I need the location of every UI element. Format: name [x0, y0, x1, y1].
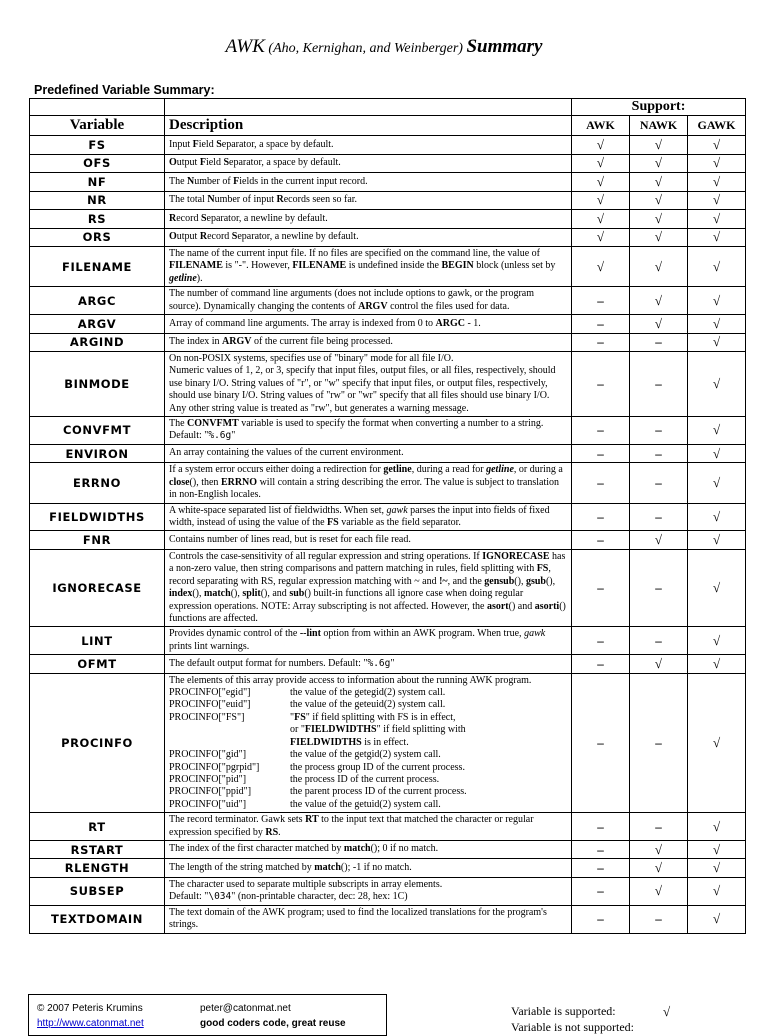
- variable-description: Contains number of lines read, but is reset for each file read.: [165, 531, 572, 550]
- gawk-support-mark: √: [688, 154, 746, 173]
- gawk-support-mark: √: [688, 463, 746, 503]
- table-row: [30, 503, 746, 531]
- gawk-support-mark: √: [688, 905, 746, 933]
- gawk-support-mark: √: [688, 655, 746, 674]
- table-row: [30, 210, 746, 229]
- awk-support-mark: √: [572, 228, 630, 247]
- table-row: [30, 813, 746, 841]
- gawk-support-mark: √: [688, 287, 746, 315]
- variable-description: The record terminator. Gawk sets RT to the input text that matched the character or regular expression specified by RS.: [165, 813, 572, 841]
- table-row: [30, 531, 746, 550]
- table-row: [30, 905, 746, 933]
- awk-support-mark: –: [572, 417, 630, 445]
- table-row: [30, 173, 746, 192]
- table-row: [30, 247, 746, 287]
- website-link[interactable]: http://www.catonmat.net: [37, 1018, 144, 1029]
- variable-description: The text domain of the AWK program; used to find the localized translations for the program's strings.: [165, 905, 572, 933]
- support-header: Support:: [572, 99, 746, 116]
- variable-description: A white-space separated list of fieldwidths. When set, gawk parses the input into fields of fixed width, instead of using the value of the FS variable as the field separator.: [165, 503, 572, 531]
- variable-description: Array of command line arguments. The array is indexed from 0 to ARGC - 1.: [165, 315, 572, 334]
- title-awk: AWK: [225, 36, 265, 57]
- variable-description: The Number of Fields in the current input record.: [165, 173, 572, 192]
- awk-support-mark: –: [572, 905, 630, 933]
- nawk-support-mark: –: [630, 417, 688, 445]
- table-row: [30, 352, 746, 417]
- table-body: [30, 136, 746, 934]
- variable-name: TEXTDOMAIN: [30, 905, 165, 933]
- slogan: good coders code, great reuse: [200, 1018, 346, 1029]
- nawk-column-header: NAWK: [630, 116, 688, 136]
- variable-name: ARGIND: [30, 333, 165, 352]
- variable-description: On non-POSIX systems, specifies use of "binary" mode for all file I/O. Numeric values of 1, 2, or 3, specify that input files, output files, or all files, respectively, should use binary I/O. String values of "r", or "w" specify that input files, or output files, respectively, should use binary I/O. String values of "rw" or "wr" specify that all files should use binary I/O. Any other string value is treated as "rw", but generates a warning message.: [165, 352, 572, 417]
- nawk-support-mark: –: [630, 549, 688, 626]
- variable-description: The number of command line arguments (does not include options to gawk, or the program source). Dynamically changing the contents of ARGV control the files used for data.: [165, 287, 572, 315]
- awk-support-mark: √: [572, 247, 630, 287]
- variable-description: The index in ARGV of the current file being processed.: [165, 333, 572, 352]
- variable-description: Provides dynamic control of the --lint option from within an AWK program. When true, gawk prints lint warnings.: [165, 627, 572, 655]
- awk-support-mark: –: [572, 463, 630, 503]
- gawk-support-mark: √: [688, 352, 746, 417]
- author-box: [28, 994, 387, 1036]
- variable-name: RS: [30, 210, 165, 229]
- awk-support-mark: √: [572, 136, 630, 155]
- section-heading: Predefined Variable Summary:: [34, 83, 215, 97]
- awk-support-mark: –: [572, 840, 630, 859]
- nawk-support-mark: –: [630, 503, 688, 531]
- nawk-support-mark: –: [630, 673, 688, 812]
- table-row: [30, 463, 746, 503]
- nawk-support-mark: √: [630, 859, 688, 878]
- variable-description: Input Field Separator, a space by default.: [165, 136, 572, 155]
- gawk-support-mark: √: [688, 877, 746, 905]
- document-title: [0, 36, 768, 58]
- table-row: [30, 315, 746, 334]
- awk-support-mark: –: [572, 444, 630, 463]
- column-header-row: [30, 116, 746, 136]
- table-row: [30, 627, 746, 655]
- table-row: [30, 333, 746, 352]
- nawk-support-mark: √: [630, 247, 688, 287]
- gawk-support-mark: √: [688, 531, 746, 550]
- nawk-support-mark: –: [630, 444, 688, 463]
- variable-description: The CONVFMT variable is used to specify the format when converting a number to a string. Default: "%.6g": [165, 417, 572, 445]
- nawk-support-mark: –: [630, 463, 688, 503]
- support-header-row: [30, 99, 746, 116]
- gawk-support-mark: √: [688, 191, 746, 210]
- awk-support-mark: –: [572, 655, 630, 674]
- gawk-support-mark: √: [688, 228, 746, 247]
- nawk-support-mark: √: [630, 210, 688, 229]
- nawk-support-mark: √: [630, 228, 688, 247]
- nawk-support-mark: √: [630, 154, 688, 173]
- variable-description: The default output format for numbers. Default: "%.6g": [165, 655, 572, 674]
- awk-support-mark: –: [572, 673, 630, 812]
- description-column-header: Description: [165, 116, 572, 136]
- awk-support-mark: √: [572, 154, 630, 173]
- gawk-support-mark: √: [688, 859, 746, 878]
- variable-description: The total Number of input Records seen so far.: [165, 191, 572, 210]
- legend-not-supported: Variable is not supported:: [511, 1020, 634, 1034]
- variable-description: The name of the current input file. If no files are specified on the command line, the value of FILENAME is "-". However, FILENAME is undefined inside the BEGIN block (unless set by getline).: [165, 247, 572, 287]
- variable-name: BINMODE: [30, 352, 165, 417]
- gawk-support-mark: √: [688, 673, 746, 812]
- awk-support-mark: √: [572, 191, 630, 210]
- awk-column-header: AWK: [572, 116, 630, 136]
- nawk-support-mark: –: [630, 352, 688, 417]
- nawk-support-mark: √: [630, 877, 688, 905]
- variable-description: Record Separator, a newline by default.: [165, 210, 572, 229]
- table-row: [30, 840, 746, 859]
- variable-column-header: Variable: [30, 116, 165, 136]
- title-expansion: (Aho, Kernighan, and Weinberger): [264, 41, 467, 56]
- variable-description: Controls the case-sensitivity of all regular expression and string operations. If IGNORECASE has a non-zero value, then string comparisons and pattern matching in rules, field splitting with FS, record separating with RS, regular expression matching with ~ and !~, and the gensub(), gsub(), index(), match(), split(), and sub() built-in functions all ignore case when doing regular expression operations. NOTE: Array subscripting is not affected. However, the asort() and asorti() functions are affected.: [165, 549, 572, 626]
- table-row: [30, 191, 746, 210]
- awk-support-mark: –: [572, 627, 630, 655]
- gawk-support-mark: √: [688, 417, 746, 445]
- awk-support-mark: –: [572, 531, 630, 550]
- gawk-support-mark: √: [688, 315, 746, 334]
- gawk-support-mark: √: [688, 627, 746, 655]
- variable-description: The length of the string matched by match(); -1 if no match.: [165, 859, 572, 878]
- gawk-support-mark: √: [688, 503, 746, 531]
- legend-supported: [511, 1004, 671, 1019]
- variable-name: SUBSEP: [30, 877, 165, 905]
- nawk-support-mark: –: [630, 905, 688, 933]
- nawk-support-mark: –: [630, 813, 688, 841]
- awk-support-mark: –: [572, 877, 630, 905]
- variable-description: An array containing the values of the current environment.: [165, 444, 572, 463]
- nawk-support-mark: √: [630, 840, 688, 859]
- variable-description: The elements of this array provide access to information about the running AWK program. PROCINFO["egid"] the value of the getegid(2) system call. PROCINFO["euid"] the value of the geteuid(2) system call. PROCINFO["FS"] "FS" if field splitting with FS is in effect, or "FIELDWIDTHS" if field splitting with FIELDWIDTHS is in effect. PROCINFO["gid"] the value of the getgid(2) system call. PROCINFO["pgrpid"] the process group ID of the current process. PROCINFO["pid"] the process ID of the current process. PROCINFO["ppid"] the parent process ID of the current process. PROCINFO["uid"] the value of the getuid(2) system call.: [165, 673, 572, 812]
- variable-name: RT: [30, 813, 165, 841]
- variable-name: IGNORECASE: [30, 549, 165, 626]
- table-row: [30, 417, 746, 445]
- table-row: [30, 444, 746, 463]
- gawk-support-mark: √: [688, 444, 746, 463]
- variable-description: The index of the first character matched by match(); 0 if no match.: [165, 840, 572, 859]
- nawk-support-mark: √: [630, 531, 688, 550]
- gawk-support-mark: √: [688, 173, 746, 192]
- nawk-support-mark: √: [630, 287, 688, 315]
- table-row: [30, 287, 746, 315]
- awk-support-mark: √: [572, 210, 630, 229]
- variable-name: FILENAME: [30, 247, 165, 287]
- legend-supported-text: Variable is supported:: [511, 1004, 616, 1018]
- table-row: [30, 655, 746, 674]
- gawk-support-mark: √: [688, 333, 746, 352]
- awk-support-mark: –: [572, 333, 630, 352]
- awk-support-mark: –: [572, 315, 630, 334]
- nawk-support-mark: √: [630, 136, 688, 155]
- nawk-support-mark: √: [630, 191, 688, 210]
- table-row: [30, 877, 746, 905]
- variable-description: The character used to separate multiple subscripts in array elements. Default: "\034" (non-printable character, dec: 28, hex: 1C): [165, 877, 572, 905]
- variable-name: ORS: [30, 228, 165, 247]
- table-row: [30, 673, 746, 812]
- variable-name: CONVFMT: [30, 417, 165, 445]
- table-row: [30, 228, 746, 247]
- variable-name: ARGC: [30, 287, 165, 315]
- awk-support-mark: –: [572, 813, 630, 841]
- variable-name: LINT: [30, 627, 165, 655]
- table-row: [30, 154, 746, 173]
- variable-name: RLENGTH: [30, 859, 165, 878]
- gawk-support-mark: √: [688, 210, 746, 229]
- variable-name: FS: [30, 136, 165, 155]
- gawk-column-header: GAWK: [688, 116, 746, 136]
- awk-support-mark: –: [572, 859, 630, 878]
- title-summary: Summary: [466, 36, 543, 57]
- awk-support-mark: –: [572, 503, 630, 531]
- copyright: © 2007 Peteris Krumins: [37, 1003, 143, 1014]
- nawk-support-mark: –: [630, 627, 688, 655]
- variable-name: FIELDWIDTHS: [30, 503, 165, 531]
- variable-name: NR: [30, 191, 165, 210]
- header-blank: [165, 99, 572, 116]
- table-row: [30, 136, 746, 155]
- awk-support-mark: –: [572, 549, 630, 626]
- variable-name: FNR: [30, 531, 165, 550]
- variable-name: OFS: [30, 154, 165, 173]
- variable-name: PROCINFO: [30, 673, 165, 812]
- header-blank: [30, 99, 165, 116]
- table-row: [30, 549, 746, 626]
- nawk-support-mark: √: [630, 655, 688, 674]
- nawk-support-mark: √: [630, 315, 688, 334]
- awk-support-mark: √: [572, 173, 630, 192]
- check-icon: √: [663, 1004, 671, 1019]
- nawk-support-mark: –: [630, 333, 688, 352]
- gawk-support-mark: √: [688, 840, 746, 859]
- table-row: [30, 859, 746, 878]
- gawk-support-mark: √: [688, 247, 746, 287]
- gawk-support-mark: √: [688, 813, 746, 841]
- variable-name: ENVIRON: [30, 444, 165, 463]
- variable-name: OFMT: [30, 655, 165, 674]
- gawk-support-mark: √: [688, 549, 746, 626]
- nawk-support-mark: √: [630, 173, 688, 192]
- gawk-support-mark: √: [688, 136, 746, 155]
- variable-name: ERRNO: [30, 463, 165, 503]
- variable-name: NF: [30, 173, 165, 192]
- variable-description: If a system error occurs either doing a redirection for getline, during a read for getline, or during a close(), then ERRNO will contain a string describing the error. The value is subject to translation in non-English locales.: [165, 463, 572, 503]
- variable-name: ARGV: [30, 315, 165, 334]
- awk-support-mark: –: [572, 287, 630, 315]
- awk-support-mark: –: [572, 352, 630, 417]
- variable-name: RSTART: [30, 840, 165, 859]
- variable-description: Output Field Separator, a space by default.: [165, 154, 572, 173]
- author-email[interactable]: peter@catonmat.net: [200, 1003, 291, 1014]
- variable-description: Output Record Separator, a newline by default.: [165, 228, 572, 247]
- variable-table: [29, 98, 746, 934]
